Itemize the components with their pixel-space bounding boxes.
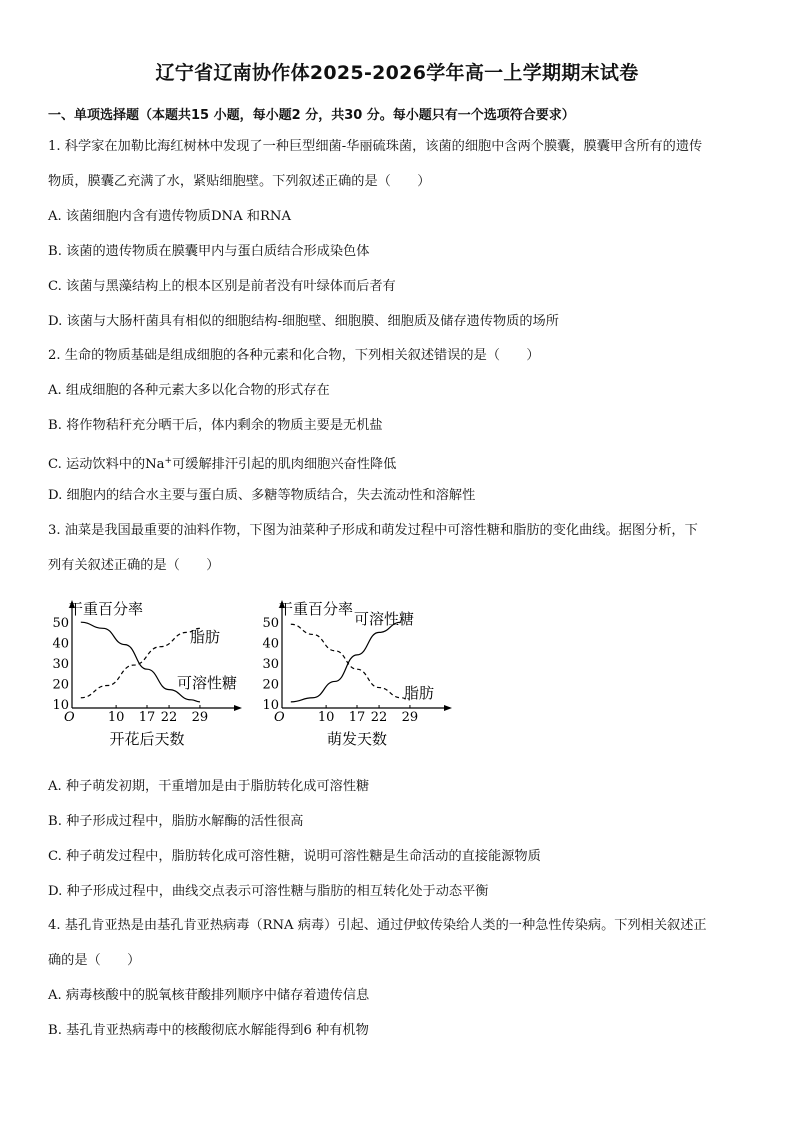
q3-charts-svg xyxy=(48,590,468,760)
chart-1-ytick-40: 40 xyxy=(52,636,69,652)
chart-1-series-2-label: 可溶性糖 xyxy=(177,674,238,692)
q2-option-a: A. 组成细胞的各种元素大多以化合物的形式存在 xyxy=(48,383,330,398)
q3-option-d: D. 种子形成过程中，曲线交点表示可溶性糖与脂肪的相互转化处于动态平衡 xyxy=(48,884,489,899)
section-heading: 一、单项选择题（本题共15 小题，每小题2 分，共30 分。每小题只有一个选项符合要求） xyxy=(48,108,575,123)
chart-1-xlabel: 开花后天数 xyxy=(109,730,185,748)
chart-2-xtick-29: 29 xyxy=(401,710,419,725)
q2-option-c-sup: + xyxy=(164,456,173,466)
chart-1-x-arrow xyxy=(234,705,242,711)
chart-1-ytick-10: 10 xyxy=(52,697,69,713)
chart-1-ytick-50: 50 xyxy=(52,616,69,632)
q4-option-b: B. 基孔肯亚热病毒中的核酸彻底水解能得到6 种有机物 xyxy=(48,1023,369,1038)
chart-2-series-1-line xyxy=(291,622,401,702)
chart-2-series-2-line xyxy=(291,624,410,700)
q1-stem-line-1: 1. 科学家在加勒比海红树林中发现了一种巨型细菌-华丽硫珠菌，该菌的细胞中含两个膜囊，膜囊甲含所有的遗传 xyxy=(48,139,703,154)
chart-1-ylabel: 干重百分率 xyxy=(68,600,144,618)
chart-1-ytick-20: 20 xyxy=(52,677,69,693)
chart-2-xtick-10: 10 xyxy=(317,710,335,725)
q3-option-a: A. 种子萌发初期，干重增加是由于脂肪转化成可溶性糖 xyxy=(48,779,370,794)
q3-stem-line-1: 3. 油菜是我国最重要的油料作物，下图为油菜种子形成和萌发过程中可溶性糖和脂肪的变化曲线。据图分析，下 xyxy=(48,523,698,538)
q3-option-b: B. 种子形成过程中，脂肪水解酶的活性很高 xyxy=(48,814,304,829)
q1-stem-line-2: 物质，膜囊乙充满了水，紧贴细胞壁。下列叙述正确的是（ ） xyxy=(48,174,431,189)
q4-option-a: A. 病毒核酸中的脱氧核苷酸排列顺序中储存着遗传信息 xyxy=(48,988,370,1003)
chart-2-ytick-50: 50 xyxy=(262,616,279,632)
q4-stem-line-1: 4. 基孔肯亚热是由基孔肯亚热病毒（RNA 病毒）引起、通过伊蚊传染给人类的一种急性传染病。下列相关叙述正 xyxy=(48,918,707,933)
chart-2-ylabel: 干重百分率 xyxy=(278,600,354,618)
q2-option-d: D. 细胞内的结合水主要与蛋白质、多糖等物质结合，失去流动性和溶解性 xyxy=(48,488,476,503)
chart-1-ytick-30: 30 xyxy=(52,657,69,673)
q2-option-c-pre: C. 运动饮料中的Na xyxy=(48,457,165,472)
page-title: 辽宁省辽南协作体2025-2026学年高一上学期期末试卷 xyxy=(155,62,639,84)
chart-1-xtick-17: 17 xyxy=(138,710,156,725)
chart-2-series-2-label: 脂肪 xyxy=(404,684,435,702)
q1-option-c: C. 该菌与黑藻结构上的根本区别是前者没有叶绿体而后者有 xyxy=(48,279,396,294)
q4-stem-line-2: 确的是（ ） xyxy=(48,953,141,968)
chart-2-ytick-40: 40 xyxy=(262,636,279,652)
chart-1-series-1-label: 脂肪 xyxy=(190,628,221,646)
chart-1-xtick-10: 10 xyxy=(107,710,125,725)
chart-1-origin: O xyxy=(64,710,75,725)
chart-2-ytick-10: 10 xyxy=(262,697,279,713)
chart-2-series-1-label: 可溶性糖 xyxy=(354,610,415,628)
chart-2-origin: O xyxy=(274,710,285,725)
q1-option-b: B. 该菌的遗传物质在膜囊甲内与蛋白质结合形成染色体 xyxy=(48,244,370,259)
chart-1-xtick-29: 29 xyxy=(191,710,209,725)
q1-option-d: D. 该菌与大肠杆菌具有相似的细胞结构-细胞壁、细胞膜、细胞质及储存遗传物质的场所 xyxy=(48,314,559,329)
q3-stem-line-2: 列有关叙述正确的是（ ） xyxy=(48,558,220,573)
chart-2-ytick-30: 30 xyxy=(262,657,279,673)
q1-option-a: A. 该菌细胞内含有遗传物质DNA 和RNA xyxy=(48,209,291,224)
chart-2-x-arrow xyxy=(444,705,452,711)
q3-figure xyxy=(48,590,468,764)
q2-option-c-post: 可缓解排汗引起的肌肉细胞兴奋性降低 xyxy=(172,457,397,472)
chart-2-xlabel: 萌发天数 xyxy=(326,730,388,748)
chart-2-xtick-17: 17 xyxy=(348,710,366,725)
q2-option-b: B. 将作物秸秆充分晒干后，体内剩余的物质主要是无机盐 xyxy=(48,418,383,433)
chart-1-xtick-22: 22 xyxy=(160,710,178,725)
q2-stem-line-1: 2. 生命的物质基础是组成细胞的各种元素和化合物，下列相关叙述错误的是（ ） xyxy=(48,348,540,363)
q2-option-c xyxy=(48,452,748,474)
q3-option-c: C. 种子萌发过程中，脂肪转化成可溶性糖，说明可溶性糖是生命活动的直接能源物质 xyxy=(48,849,541,864)
chart-2-ytick-20: 20 xyxy=(262,677,279,693)
chart-2-xtick-22: 22 xyxy=(370,710,388,725)
